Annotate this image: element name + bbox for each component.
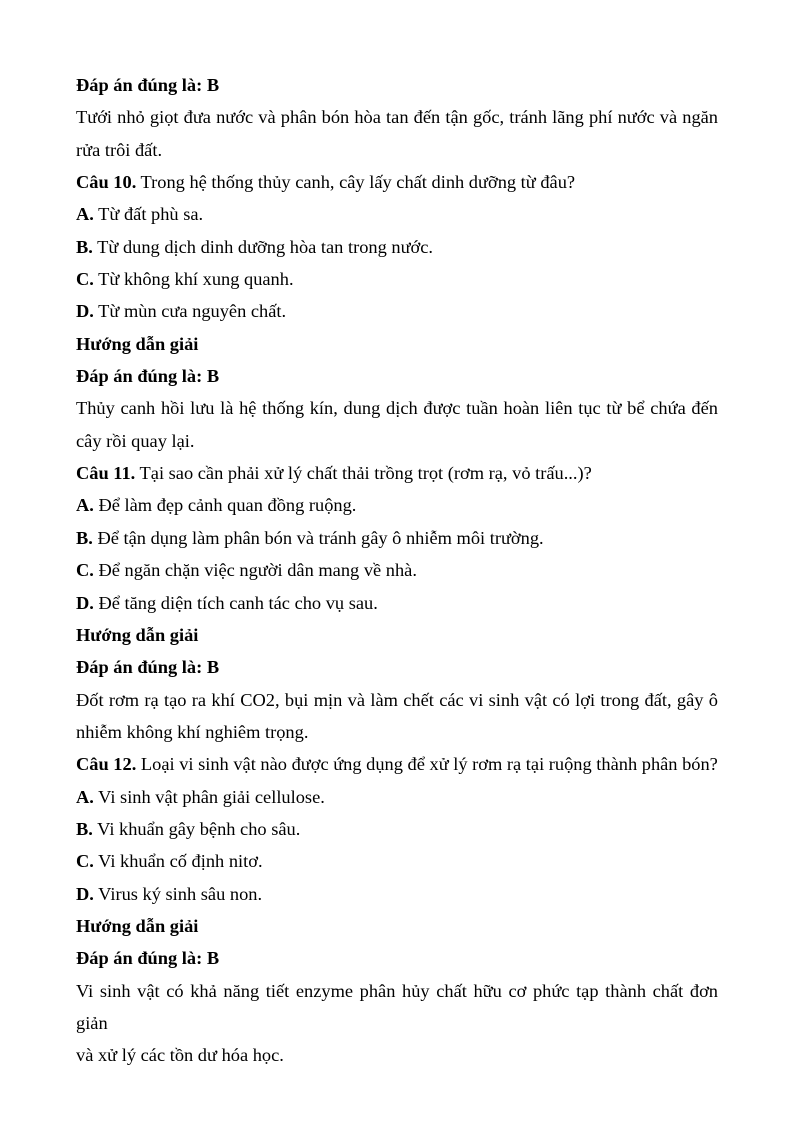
solution-heading-cau12: [76, 910, 718, 942]
text-run: Từ dung dịch dinh dưỡng hòa tan trong nước.: [92, 236, 434, 257]
question-heading-cau11: [76, 457, 718, 489]
bold-text-run: Hướng dẫn giải: [76, 333, 199, 354]
bold-text-run: B.: [76, 818, 93, 839]
bold-text-run: Câu 12.: [76, 754, 137, 775]
explanation-line-q9: [76, 101, 718, 133]
text-run: Vi khuẩn gây bệnh cho sâu.: [92, 818, 301, 839]
text-run: Virus ký sinh sâu non.: [93, 883, 263, 904]
bold-text-run: C.: [76, 560, 94, 581]
option-c-cau10: [76, 263, 718, 295]
bold-text-run: Câu 11.: [76, 463, 136, 484]
answer-heading-cau12: [76, 942, 718, 974]
question-heading-cau12: [76, 748, 718, 780]
bold-text-run: D.: [76, 883, 94, 904]
bold-text-run: D.: [76, 592, 94, 613]
bold-text-run: B.: [76, 236, 93, 257]
text-run: Để ngăn chặn việc người dân mang về nhà.: [93, 560, 417, 581]
bold-text-run: B.: [76, 527, 93, 548]
solution-heading-cau11: [76, 619, 718, 651]
option-b-cau11: [76, 522, 718, 554]
text-run: Vi sinh vật phân giải cellulose.: [93, 786, 325, 807]
explanation-line-cau10: [76, 425, 718, 457]
option-b-cau12: [76, 813, 718, 845]
text-run: Từ không khí xung quanh.: [93, 269, 294, 290]
text-run: Để tận dụng làm phân bón và tránh gây ô nhiễm môi trường.: [92, 527, 544, 548]
text-run: Trong hệ thống thủy canh, cây lấy chất dinh dưỡng từ đâu?: [136, 172, 576, 193]
text-run: cây rồi quay lại.: [76, 430, 195, 451]
explanation-line-cau11: [76, 684, 718, 716]
text-run: Tại sao cần phải xử lý chất thải trồng trọt (rơm rạ, vỏ trấu...)?: [135, 463, 592, 484]
text-run: nhiễm không khí nghiêm trọng.: [76, 721, 309, 742]
option-a-cau11: [76, 489, 718, 521]
bold-text-run: D.: [76, 301, 94, 322]
explanation-line-q9: [76, 134, 718, 166]
text-run: Loại vi sinh vật nào được ứng dụng để xử lý rơm rạ tại ruộng thành phân bón?: [136, 754, 718, 775]
text-run: Vi khuẩn cố định nitơ.: [93, 851, 263, 872]
option-c-cau11: [76, 554, 718, 586]
bold-text-run: A.: [76, 786, 94, 807]
bold-text-run: Đáp án đúng là: B: [76, 657, 220, 678]
option-d-cau11: [76, 587, 718, 619]
option-a-cau10: [76, 198, 718, 230]
text-run: rửa trôi đất.: [76, 139, 163, 160]
bold-text-run: Câu 10.: [76, 172, 137, 193]
bold-text-run: Đáp án đúng là: B: [76, 75, 220, 95]
option-c-cau12: [76, 845, 718, 877]
text-run: Thủy canh hồi lưu là hệ thống kín, dung dịch được tuần hoàn liên tục từ bể chứa đến: [76, 398, 718, 419]
question-heading-cau10: [76, 166, 718, 198]
text-run: Từ mùn cưa nguyên chất.: [93, 301, 287, 322]
answer-heading-q9: [76, 69, 718, 101]
explanation-line-cau12: [76, 1039, 718, 1071]
explanation-line-cau11: [76, 716, 718, 748]
bold-text-run: C.: [76, 269, 94, 290]
bold-text-run: Hướng dẫn giải: [76, 624, 199, 645]
document-content: [76, 69, 718, 1072]
text-run: và xử lý các tồn dư hóa học.: [76, 1045, 284, 1066]
text-run: Từ đất phù sa.: [93, 204, 204, 225]
bold-text-run: Đáp án đúng là: B: [76, 948, 220, 969]
option-b-cau10: [76, 231, 718, 263]
text-run: Tưới nhỏ giọt đưa nước và phân bón hòa tan đến tận gốc, tránh lãng phí nước và ngăn: [76, 107, 718, 128]
bold-text-run: C.: [76, 851, 94, 872]
text-run: Đốt rơm rạ tạo ra khí CO2, bụi mịn và làm chết các vi sinh vật có lợi trong đất, gây ô: [76, 689, 718, 710]
solution-heading-cau10: [76, 328, 718, 360]
text-run: Vi sinh vật có khả năng tiết enzyme phân hủy chất hữu cơ phức tạp thành chất đơn giản: [76, 980, 718, 1033]
explanation-line-cau10: [76, 392, 718, 424]
text-run: Để làm đẹp cảnh quan đồng ruộng.: [93, 495, 357, 516]
option-a-cau12: [76, 781, 718, 813]
option-d-cau12: [76, 878, 718, 910]
answer-heading-cau11: [76, 651, 718, 683]
bold-text-run: A.: [76, 204, 94, 225]
answer-heading-cau10: [76, 360, 718, 392]
bold-text-run: A.: [76, 495, 94, 516]
bold-text-run: Đáp án đúng là: B: [76, 366, 220, 387]
option-d-cau10: [76, 295, 718, 327]
explanation-line-cau12: [76, 975, 718, 1040]
bold-text-run: Hướng dẫn giải: [76, 915, 199, 936]
text-run: Để tăng diện tích canh tác cho vụ sau.: [93, 592, 378, 613]
